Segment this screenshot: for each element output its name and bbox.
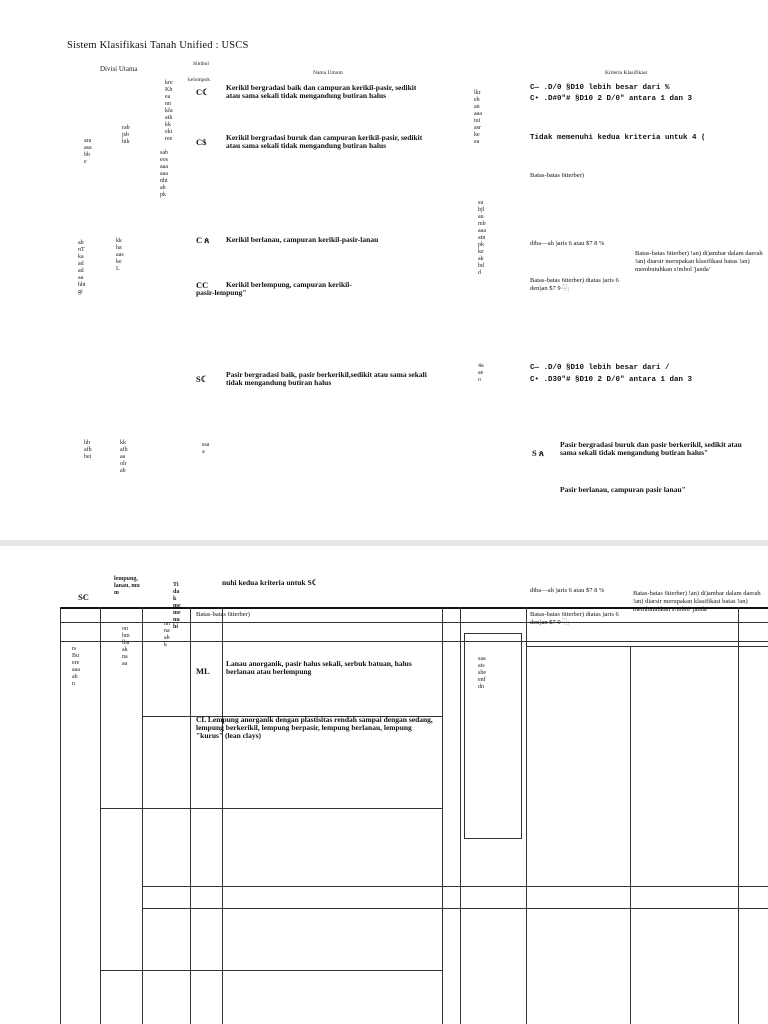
- name-gc: Kerikil berlempung, campuran kerikil-pasir-lempung": [196, 280, 352, 297]
- table-col-line-3: [142, 607, 143, 1024]
- hatched-area-note: Batas-batas 6tterber) !an) di)ambar dalam daerah !an) diarsir merupakan klasifikasi batas !an) membutuhkan s!mbol 'janda': [635, 250, 763, 273]
- name-ml: Lanau anorganik, pasir halus sekali, serbuk batuan, halus berlanau atau berlempung: [226, 659, 412, 676]
- criteria-below-line: diba—ah )aris 6 atau $7 8 %: [530, 587, 605, 594]
- name-sm: Pasir berlanau, campuran pasir lanau": [560, 485, 686, 494]
- table-col-line-6: [442, 607, 443, 1024]
- table-col-line-9: [630, 646, 631, 1024]
- atterberg-limits-note: Batas-batas 6tterber): [530, 172, 584, 179]
- name-gp: Kerikil bergradasi buruk dan campuran kerikil-pasir, sedikit atau sama sekali tidak mengandung butiran halus: [226, 133, 423, 150]
- table-row-rule-5: [142, 886, 768, 887]
- vertical-label-fraction: sabeosaaaaaanhtahpk: [160, 150, 168, 198]
- vertical-label-coarse-soil: ahnTkaadadaahhtgi: [78, 240, 86, 295]
- table-col-line-7: [460, 607, 461, 1024]
- table-col-line-1: [60, 607, 61, 1024]
- criteria-gw-line1: C— .D/0 §D10 lebih besar dari %: [530, 84, 670, 92]
- stacked-labels: lempung, lanau, mum: [114, 576, 140, 596]
- atterberg-note-p2: Batas-batas 6tterber): [196, 611, 250, 618]
- vertical-label-determine: lkrehanaaatuiasrkeea: [474, 90, 482, 145]
- criteria-sw-line2: C• .D30"# §D10 2 D/0" antara 1 dan 3: [530, 376, 693, 384]
- table-col-line-2: [100, 607, 101, 1024]
- partial-criteria-header: nuhi kedua kriteria untuk S☾: [222, 578, 319, 587]
- header-symbol-bottom: kelompok: [188, 77, 210, 83]
- symbol-gm: C ጰ: [196, 235, 210, 245]
- side-letters: Tidak memenuhi: [173, 582, 181, 630]
- symbol-sp: S ጰ: [532, 448, 544, 458]
- vertical-label-percentage: subjlaumbaaaatnpkkeakbdd: [478, 200, 486, 276]
- name-sw: Pasir bergradasi baik, pasir berkerikil,sedikit atau sama sekali tidak mengandung butiran halus: [226, 370, 427, 387]
- criteria-sw-line1: C— .D/0 §D10 lebih besar dari /: [530, 364, 670, 372]
- vertical-label-liquid-limit: nnnaabk: [164, 621, 170, 648]
- name-gm: Kerikil berlanau, campuran kerikil-pasir-lanau: [226, 235, 379, 244]
- document-title: Sistem Klasifikasi Tanah Unified : USCS: [67, 40, 249, 51]
- header-main-division: Divisi Utama: [100, 65, 138, 73]
- symbol-sc: SC: [78, 592, 89, 602]
- symbol-sw: S☾: [196, 374, 209, 384]
- table-row-rule-4: [100, 808, 442, 809]
- criteria-gw-line2: C• .D#0"# §D10 2 D/0" antara 1 dan 3: [530, 95, 693, 103]
- symbol-gw: C☾: [196, 87, 210, 97]
- vertical-label-gravel-fines: kkhaaaskeL: [116, 238, 124, 272]
- table-row-rule-6: [142, 908, 768, 909]
- hatched-note-p2: Batas-batas 6tterber) !an) di)ambar dalam daerah !an) diarsir merupakan klasifikasi batas !an) membutuhkan s!mbol 'janda': [633, 590, 761, 613]
- table-row-rule-7: [100, 970, 442, 971]
- table-col-line-10: [738, 607, 739, 1024]
- name-cl: CL Lempung anorganik dengan plastisitas rendah sampai dengan sedang, lempung berkerikil, lempung berpasir, lempung berlanau, lempung "kurus" (lean clays): [196, 715, 433, 740]
- vertical-label-clean-sand: kkafhaaolrab: [120, 440, 128, 474]
- vertical-label-sand-note: 4aaeo: [478, 363, 484, 383]
- name-gw: Kerikil bergradasi baik dan campuran kerikil-pasir, sedikit atau sama sekali tidak mengandung butiran halus: [226, 83, 417, 100]
- vertical-label-clean-gravel: rabjsbhtk: [122, 125, 130, 145]
- name-sp: Pasir bergradasi buruk dan pasir berkerikil, sedikit atau sama sekali tidak mengandung butiran halus": [560, 440, 742, 457]
- table-row-rule-3: [526, 646, 768, 647]
- vertical-label-retained: kreKheannkfaatkkkekiree: [165, 80, 173, 142]
- vertical-label-gravel: araasabbe: [84, 138, 92, 165]
- criteria-gm: diba—ah )aris 6 atau $7 8 %: [530, 240, 605, 247]
- vertical-label-plasticity-chart: saaatssbeenfdn: [478, 656, 486, 690]
- table-col-line-4: [190, 607, 191, 1024]
- plasticity-chart-frame: [464, 633, 522, 839]
- symbol-ml: ML: [196, 666, 210, 676]
- header-symbol-top: Simbol: [193, 61, 209, 67]
- vertical-label-silt-clay: onhmlbaaknaaa: [122, 626, 130, 667]
- symbol-gp: C$: [196, 137, 207, 147]
- page-two: [0, 546, 768, 1024]
- symbol-gc: CC: [196, 280, 209, 290]
- criteria-above-line: Batas-batas 6tterber) diatas )aris 6 den)an $7 9 ⿻: [530, 611, 619, 626]
- header-common-name: Nama Umum: [313, 70, 343, 76]
- table-col-line-8: [526, 607, 527, 1024]
- table-col-line-5: [222, 607, 223, 1024]
- vertical-label-fine-soil: rsBuereaaaahn: [72, 646, 80, 687]
- criteria-gc: Batas-batas 6tterber) diatas )aris 6 den)an $7 9 ⿻: [530, 277, 619, 292]
- header-criteria: Kriteria Klasifikasi: [605, 70, 648, 76]
- vertical-label-sand-symbols: ssaa: [202, 442, 210, 455]
- vertical-label-sand: hhafhbei: [84, 440, 92, 460]
- criteria-gp: Tidak memenuhi kedua kriteria untuk 4 (: [530, 134, 706, 142]
